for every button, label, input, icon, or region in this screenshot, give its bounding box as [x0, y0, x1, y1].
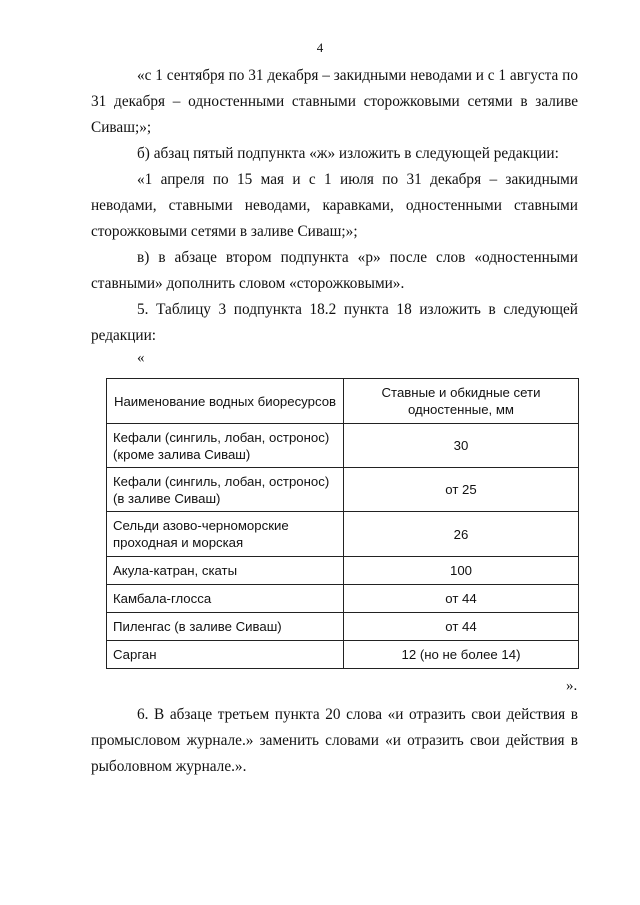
paragraph-item-b-text: «1 апреля по 15 мая и с 1 июля по 31 декабря – закидными неводами, ставными неводами, каравками, одностенными ставными сторожковыми сетями в заливе Сиваш;»; — [91, 171, 578, 240]
table-row — [107, 557, 579, 585]
row-mesh-value: 100 — [344, 557, 579, 585]
table-row — [107, 512, 579, 557]
mesh-size-table — [106, 378, 579, 669]
table-row — [107, 468, 579, 512]
quote-close-mark: ». — [566, 678, 578, 694]
row-mesh-value: 26 — [344, 512, 579, 557]
table-header-row — [107, 379, 579, 424]
row-mesh-value: от 44 — [344, 585, 579, 613]
header-resource-name: Наименование водных биоресурсов — [107, 379, 344, 424]
paragraph-amendment-closing: «с 1 сентября по 31 декабря – закидными неводами и с 1 августа по 31 декабря – одностенными ставными сторожковыми сетями в заливе Сиваш;»; — [91, 67, 578, 136]
row-mesh-value: от 25 — [344, 468, 579, 512]
row-mesh-value: 12 (но не более 14) — [344, 641, 579, 669]
quote-open-mark: « — [137, 350, 145, 366]
row-resource-name: Кефали (сингиль, лобан, остронос) (в заливе Сиваш) — [107, 468, 344, 512]
row-resource-name: Сарган — [107, 641, 344, 669]
row-resource-name: Камбала-глосса — [107, 585, 344, 613]
row-resource-name: Кефали (сингиль, лобан, остронос) (кроме залива Сиваш) — [107, 424, 344, 468]
table-row — [107, 585, 579, 613]
page-number: 4 — [316, 40, 324, 55]
paragraph-item-6: 6. В абзаце третьем пункта 20 слова «и отразить свои действия в промысловом журнале.» заменить словами «и отразить свои действия в рыболовном журнале.». — [91, 706, 578, 775]
row-mesh-value: от 44 — [344, 613, 579, 641]
row-resource-name: Сельди азово-черноморские проходная и морская — [107, 512, 344, 557]
table-row — [107, 641, 579, 669]
paragraph-item-5: 5. Таблицу 3 подпункта 18.2 пункта 18 изложить в следующей редакции: — [91, 301, 578, 344]
row-mesh-value: 30 — [344, 424, 579, 468]
paragraph-item-b: б) абзац пятый подпункта «ж» изложить в следующей редакции: — [137, 145, 559, 162]
row-resource-name: Акула-катран, скаты — [107, 557, 344, 585]
table-row — [107, 613, 579, 641]
paragraph-item-v: в) в абзаце втором подпункта «р» после слов «одностенными ставными» дополнить словом «сторожковыми». — [91, 249, 578, 292]
row-resource-name: Пиленгас (в заливе Сиваш) — [107, 613, 344, 641]
header-mesh-size: Ставные и обкидные сети одностенные, мм — [344, 379, 579, 424]
table-row — [107, 424, 579, 468]
